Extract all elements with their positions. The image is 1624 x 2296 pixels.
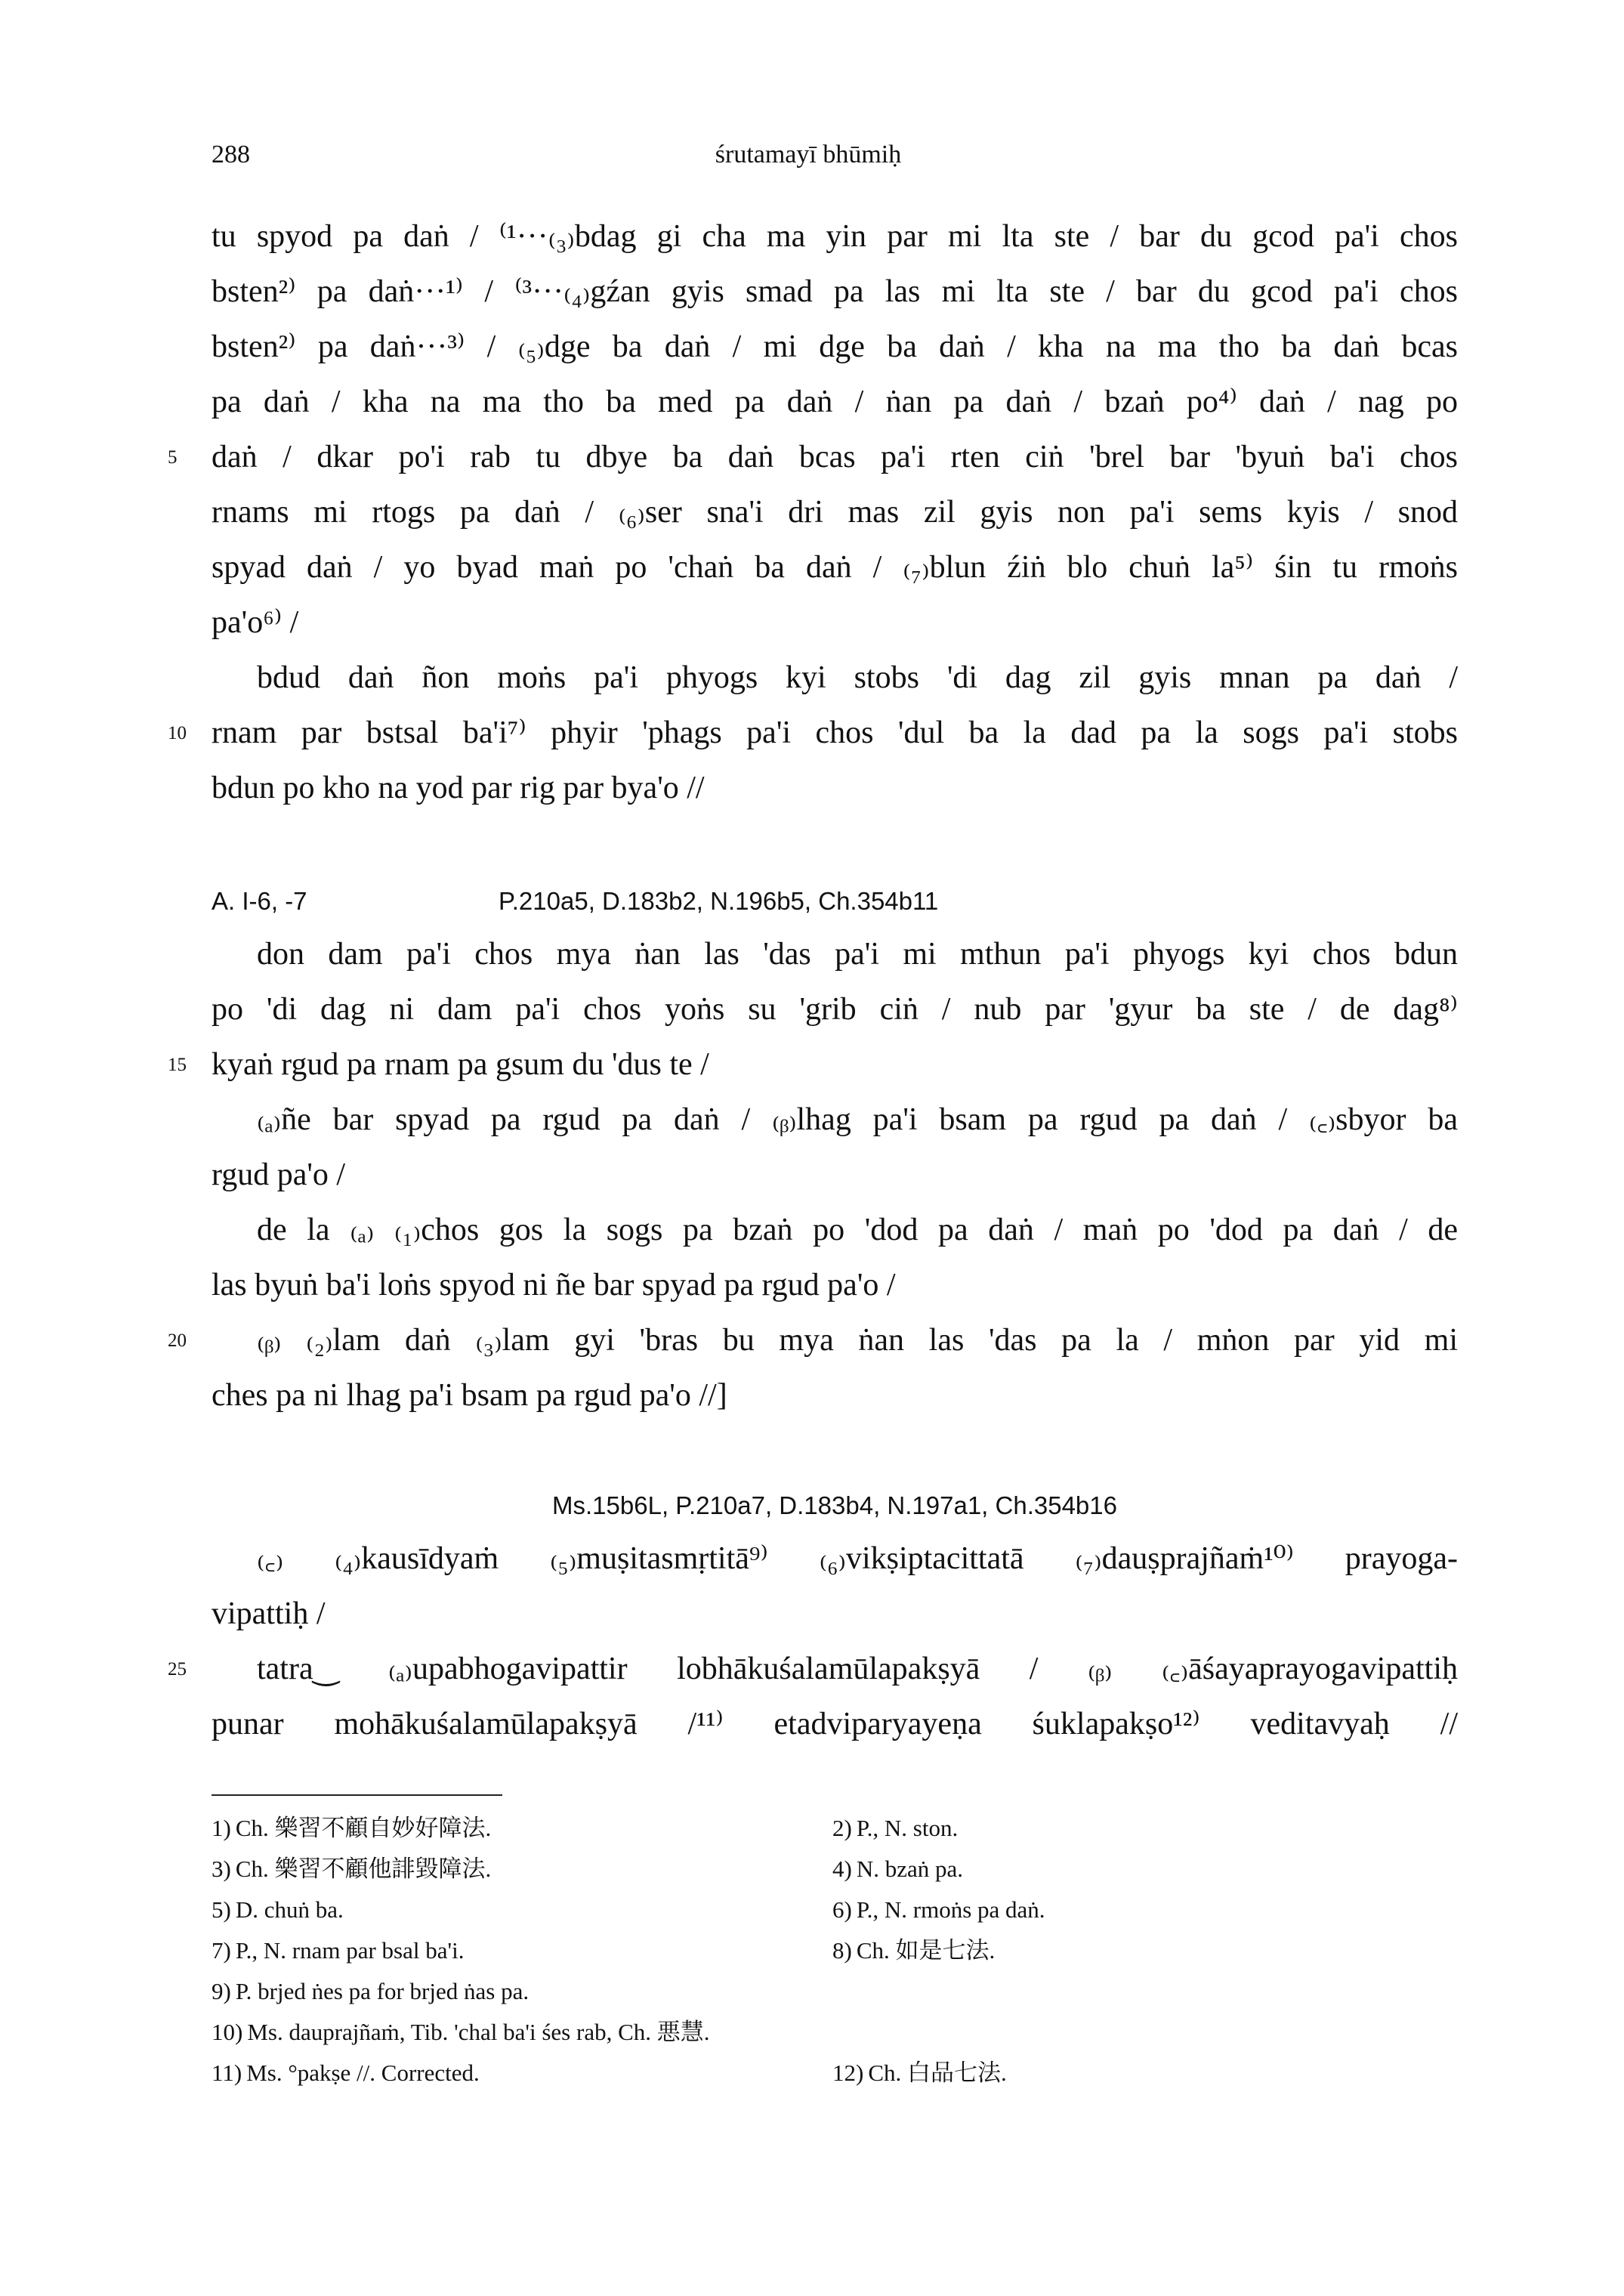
text-line: pa daṅ / kha na ma tho ba med pa daṅ / ṅan pa daṅ / bzaṅ po⁴⁾ daṅ / nag po: [211, 385, 1458, 419]
text-line: tu spyod pa daṅ / ⁽¹···₍₃₎bdag gi cha ma yin par mi lta ste / bar du gcod pa'i chos: [211, 219, 1458, 254]
page-number: 288: [211, 141, 250, 168]
section-references: P.210a5, D.183b2, N.196b5, Ch.354b11: [499, 887, 939, 915]
footnote: 12) Ch. 白品七法.: [832, 2060, 1007, 2086]
text-line-with-number: [168, 1642, 1458, 1697]
running-title: śrutamayī bhūmiḥ: [715, 141, 902, 168]
text-line: po 'di dag ni dam pa'i chos yoṅs su 'grib ciṅ / nub par 'gyur ba ste / de dag⁸⁾: [211, 992, 1458, 1027]
footnote: 9) P. brjed ṅes pa for brjed ṅas pa.: [211, 1978, 529, 2004]
tibetan-paragraph-2: [168, 927, 1458, 1423]
text-line: ₍꜀₎ ₍₄₎kausīdyaṁ ₍₅₎muṣitasmṛtitā⁹⁾ ₍₆₎vikṣiptacittatā ₍₇₎dauṣprajñaṁ¹⁰⁾ prayoga-: [257, 1541, 1458, 1576]
section-tag: A. I-6, -7: [211, 887, 307, 915]
text-line: rnam par bstsal ba'i⁷⁾ phyir 'phags pa'i chos 'dul ba la dad pa la sogs pa'i stobs: [211, 715, 1458, 750]
tibetan-paragraph-1: [168, 209, 1458, 816]
footnote-divider: [211, 1794, 502, 1796]
section-siglum: [211, 882, 1458, 920]
footnote: 11) Ms. °pakṣe //. Corrected.: [211, 2060, 480, 2086]
line-number: 15: [168, 1055, 187, 1075]
text-line: ₍ₐ₎ñe bar spyad pa rgud pa daṅ / ₍ᵦ₎lhag pa'i bsam pa rgud pa daṅ / ₍꜀₎sbyor ba: [257, 1102, 1458, 1137]
footnote: 8) Ch. 如是七法.: [832, 1937, 996, 1964]
line-number: 20: [168, 1330, 187, 1351]
text-line: bdun po kho na yod par rig par bya'o //: [211, 771, 705, 805]
footnote: 1) Ch. 樂習不顧自妙好障法.: [211, 1815, 492, 1841]
text-line: rnams mi rtogs pa daṅ / ₍₆₎ser sna'i dri mas zil gyis non pa'i sems kyis / snod: [211, 495, 1458, 530]
text-line: don dam pa'i chos mya ṅan las 'das pa'i mi mthun pa'i phyogs kyi chos bdun: [257, 937, 1458, 972]
footnotes: [211, 1808, 1458, 2094]
text-line: ₍ᵦ₎ ₍₂₎lam daṅ ₍₃₎lam gyi 'bras bu mya ṅan las 'das pa la / mṅon par yid mi: [257, 1323, 1458, 1358]
text-line: bsten²⁾ pa daṅ···³⁾ / ₍₅₎dge ba daṅ / mi dge ba daṅ / kha na ma tho ba daṅ bcas: [211, 329, 1458, 364]
line-number: 10: [168, 723, 187, 743]
text-line: punar mohākuśalamūlapakṣyā /¹¹⁾ etadviparyayeṇa śuklapakṣo¹²⁾ veditavyaḥ //: [211, 1707, 1458, 1741]
text-line-with-number: [168, 430, 1458, 485]
text-line: ches pa ni lhag pa'i bsam pa rgud pa'o //]: [211, 1378, 727, 1413]
footnote: 6) P., N. rmoṅs pa daṅ.: [832, 1896, 1045, 1923]
text-line: vipattiḥ /: [211, 1596, 326, 1631]
footnote: 3) Ch. 樂習不顧他誹毀障法.: [211, 1856, 492, 1882]
footnote: 2) P., N. ston.: [832, 1815, 959, 1841]
text-line: rgud pa'o /: [211, 1157, 346, 1192]
text-line: bdud daṅ ñon moṅs pa'i phyogs kyi stobs 'di dag zil gyis mnan pa daṅ /: [257, 660, 1458, 695]
footnote: 10) Ms. dauprajñaṁ, Tib. 'chal ba'i śes rab, Ch. 悪慧.: [211, 2019, 710, 2045]
footnote: 5) D. chuṅ ba.: [211, 1896, 344, 1923]
line-number: 25: [168, 1659, 187, 1680]
text-line: spyad daṅ / yo byad maṅ po 'chaṅ ba daṅ / ₍₇₎blun źiṅ blo chuṅ la⁵⁾ śin tu rmoṅs: [211, 550, 1458, 585]
manuscript-references: Ms.15b6L, P.210a7, D.183b4, N.197a1, Ch.354b16: [552, 1491, 1117, 1519]
footnote: 7) P., N. rnam par bsal ba'i.: [211, 1937, 465, 1964]
line-number: 5: [168, 447, 178, 468]
text-line: de la ₍ₐ₎ ₍₁₎chos gos la sogs pa bzaṅ po 'dod pa daṅ / maṅ po 'dod pa daṅ / de: [257, 1213, 1458, 1247]
text-line: kyaṅ rgud pa rnam pa gsum du 'dus te /: [211, 1047, 709, 1082]
text-line-with-number: [168, 1037, 1458, 1092]
footnote: 4) N. bzaṅ pa.: [832, 1856, 963, 1882]
page-header: [211, 141, 1405, 178]
text-line: daṅ / dkar po'i rab tu dbye ba daṅ bcas pa'i rten ciṅ 'brel bar 'byuṅ ba'i chos: [211, 440, 1458, 474]
text-line: bsten²⁾ pa daṅ···¹⁾ / ⁽³···₍₄₎gźan gyis smad pa las mi lta ste / bar du gcod pa'i chos: [211, 274, 1458, 309]
sanskrit-paragraph: [168, 1531, 1458, 1752]
text-line-with-number: [168, 706, 1458, 761]
text-line: las byuṅ ba'i loṅs spyod ni ñe bar spyad pa rgud pa'o /: [211, 1268, 896, 1303]
text-line-with-number: [168, 1313, 1458, 1368]
text-line: pa'o⁶⁾ /: [211, 605, 299, 640]
text-line: tatra‿ ₍ₐ₎upabhogavipattir lobhākuśalamūlapakṣyā / ₍ᵦ₎ ₍꜀₎āśayaprayogavipattiḥ: [257, 1652, 1458, 1686]
